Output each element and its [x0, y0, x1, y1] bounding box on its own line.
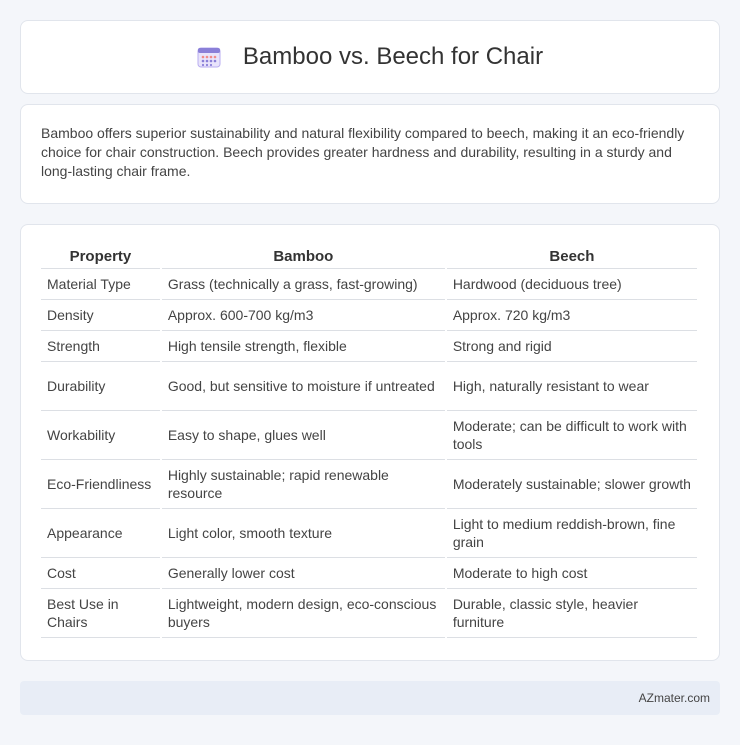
row-bamboo: Approx. 600-700 kg/m3 [162, 300, 445, 331]
footer-brand: AZmater.com [638, 691, 710, 705]
row-bamboo: Easy to shape, glues well [162, 411, 445, 460]
footer-bar [20, 681, 720, 715]
page-title: Bamboo vs. Beech for Chair [242, 43, 544, 70]
row-bamboo: Highly sustainable; rapid renewable resource [162, 460, 445, 509]
row-bamboo: Generally lower cost [162, 558, 445, 589]
row-bamboo: Lightweight, modern design, eco-conscious buyers [162, 589, 445, 638]
row-property: Material Type [41, 269, 160, 300]
row-bamboo: Good, but sensitive to moisture if untreated [162, 362, 445, 411]
table-row [41, 509, 697, 558]
header-beech: Beech [447, 245, 697, 269]
row-beech: Strong and rigid [447, 331, 697, 362]
header-bamboo: Bamboo [162, 245, 445, 269]
comparison-table [39, 245, 699, 638]
row-beech: Moderately sustainable; slower growth [447, 460, 697, 509]
row-property: Appearance [41, 509, 160, 558]
row-beech: Moderate to high cost [447, 558, 697, 589]
title-wrap [197, 43, 543, 71]
comparison-table-card [20, 224, 720, 661]
summary-text: Bamboo offers superior sustainability and natural flexibility compared to beech, making it an eco-friendly choice for chair construction. Beech provides greater hardness and durability, resulting in a sturdy and long-lasting chair frame. [41, 125, 685, 179]
row-beech: Hardwood (deciduous tree) [447, 269, 697, 300]
row-property: Workability [41, 411, 160, 460]
row-property: Eco-Friendliness [41, 460, 160, 509]
table-row [41, 460, 697, 509]
table-row [41, 362, 697, 411]
row-property: Best Use in Chairs [41, 589, 160, 638]
row-beech: Light to medium reddish-brown, fine grain [447, 509, 697, 558]
table-row [41, 589, 697, 638]
row-bamboo: Light color, smooth texture [162, 509, 445, 558]
table-row [41, 300, 697, 331]
row-beech: High, naturally resistant to wear [447, 362, 697, 411]
row-beech: Durable, classic style, heavier furniture [447, 589, 697, 638]
row-property: Durability [41, 362, 160, 411]
header-property: Property [41, 245, 160, 269]
calendar-icon [197, 46, 221, 68]
row-property: Density [41, 300, 160, 331]
header-card [20, 20, 720, 94]
row-property: Cost [41, 558, 160, 589]
summary-card [20, 104, 720, 204]
row-bamboo: Grass (technically a grass, fast-growing) [162, 269, 445, 300]
table-row [41, 558, 697, 589]
row-bamboo: High tensile strength, flexible [162, 331, 445, 362]
table-row [41, 411, 697, 460]
row-beech: Moderate; can be difficult to work with tools [447, 411, 697, 460]
table-row [41, 269, 697, 300]
table-row [41, 331, 697, 362]
row-property: Strength [41, 331, 160, 362]
row-beech: Approx. 720 kg/m3 [447, 300, 697, 331]
table-header-row [41, 245, 697, 269]
